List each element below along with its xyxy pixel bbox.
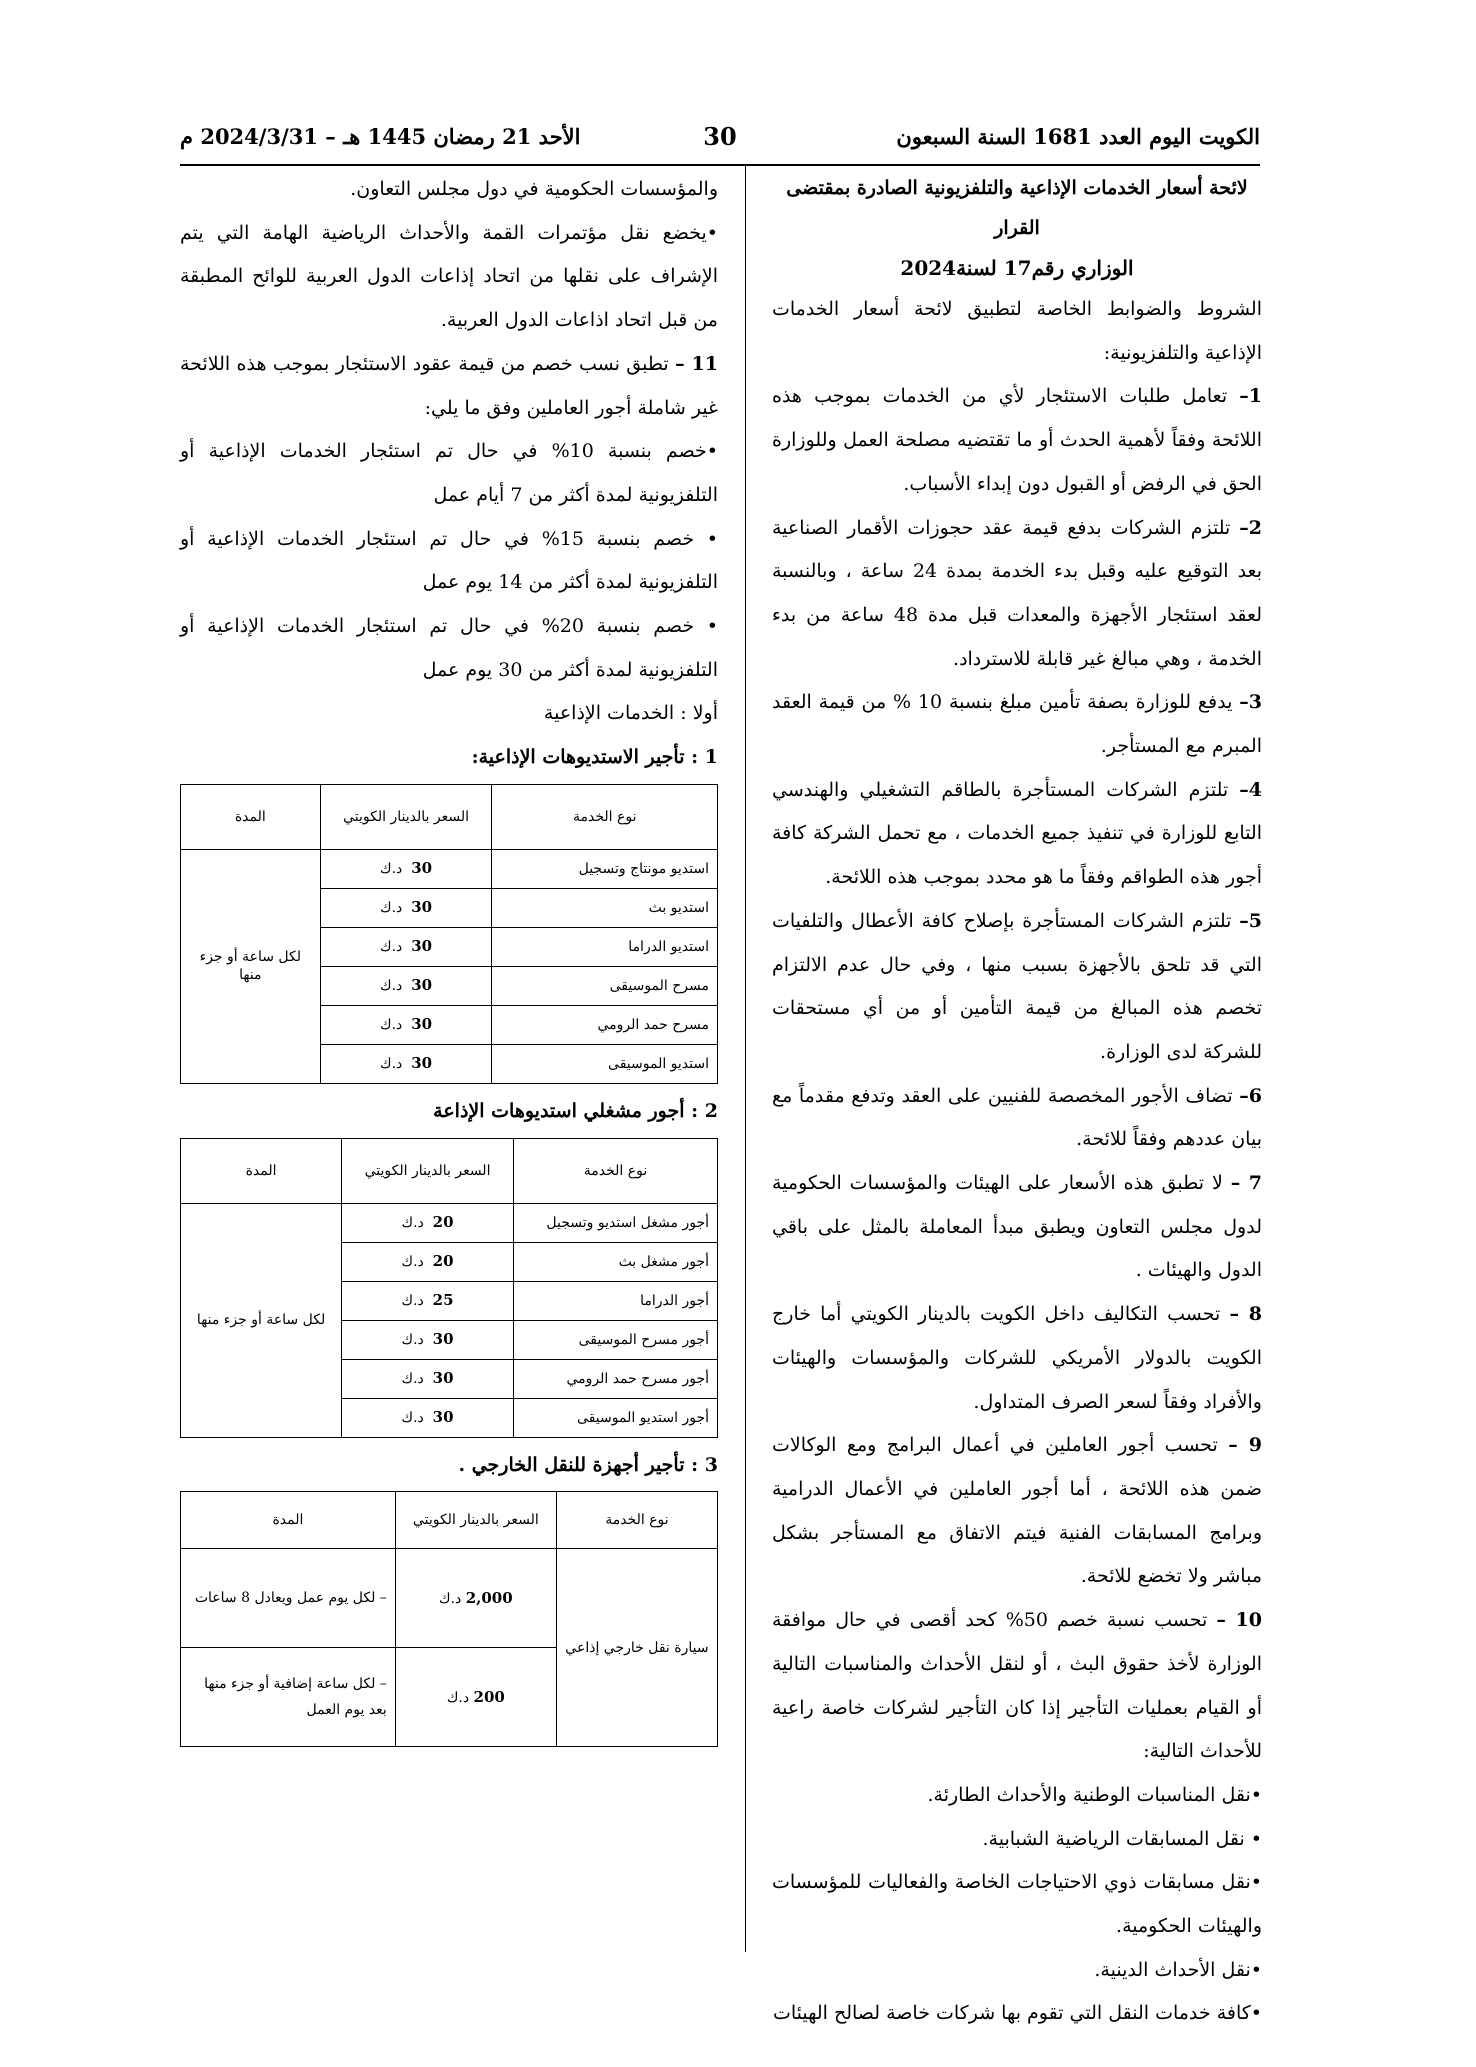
- currency: د.ك: [380, 900, 403, 917]
- currency: د.ك: [380, 1017, 403, 1034]
- clause-7: [772, 1162, 1262, 1293]
- clause-9: [772, 1424, 1262, 1599]
- service-cell: مسرح حمد الرومي: [492, 1005, 718, 1044]
- clause-text: تحسب التكاليف داخل الكويت بالدينار الكويتي أما خارج الكويت بالدولار الأمريكي للشركات والمؤسسات والهيئات والأفراد وفقاً لسعر الصرف المتداول.: [772, 1303, 1262, 1413]
- price-value: 30: [411, 1054, 433, 1073]
- table-header-row: [181, 1492, 718, 1549]
- clause-5: [772, 900, 1262, 1075]
- column-header-price: السعر بالدينار الكويتي: [342, 1138, 514, 1203]
- duration-cell: – لكل ساعة إضافية أو جزء منها بعد يوم العمل: [181, 1648, 396, 1747]
- price-cell: [320, 849, 492, 888]
- currency: د.ك: [401, 1293, 424, 1310]
- price-cell: [395, 1648, 556, 1747]
- clause-text: تعامل طلبات الاستئجار لأي من الخدمات بموجب هذه اللائحة وفقاً لأهمية الحدث أو ما تقتضيه مصلحة العمل وللوزارة الحق في الرفض أو القبول دون إبداء الأسباب.: [772, 385, 1262, 495]
- title-line-2: الوزاري رقم17 لسنة2024: [900, 256, 1134, 280]
- section-heading: أولا : الخدمات الإذاعية: [543, 702, 718, 725]
- clause-text: تحسب نسبة خصم 50% كحد أقصى في حال موافقة الوزارة لأخذ حقوق البث ، أو لنقل الأحداث والمناسبات التالية أو القيام بعمليات التأجير إذا كان التأجير لشركات خاصة راعية للأحداث التالية:: [772, 1609, 1262, 1763]
- service-cell: استديو الموسيقى: [492, 1044, 718, 1083]
- currency: د.ك: [380, 861, 403, 878]
- currency: د.ك: [401, 1410, 424, 1427]
- clause-text: لا تطبق هذه الأسعار على الهيئات والمؤسسات الحكومية لدول مجلس التعاون ويطبق مبدأ المعاملة بالمثل على باقي الدول والهيئات .: [772, 1172, 1262, 1282]
- clause-number: 7 –: [1230, 1172, 1262, 1195]
- intro-paragraph: الشروط والضوابط الخاصة لتطبيق لائحة أسعار الخدمات الإذاعية والتلفزيونية:: [772, 298, 1262, 364]
- clause-3: [772, 681, 1262, 768]
- price-cell: [342, 1203, 514, 1242]
- clause-6: [772, 1075, 1262, 1162]
- title-line-1: لائحة أسعار الخدمات الإذاعية والتلفزيونية الصادرة بمقتضى القرار: [786, 177, 1248, 239]
- studio-rental-table: [180, 784, 718, 1084]
- column-header-service: نوع الخدمة: [492, 784, 718, 849]
- clause-text: تطبق نسب خصم من قيمة عقود الاستئجار بموجب هذه اللائحة غير شاملة أجور العاملين وفق ما يلي:: [180, 352, 718, 419]
- price-value: 200: [473, 1687, 505, 1706]
- clause-number: 10 –: [1216, 1609, 1262, 1632]
- currency: د.ك: [401, 1215, 424, 1232]
- regulation-title: [772, 168, 1262, 288]
- price-cell: [320, 1044, 492, 1083]
- price-value: 30: [411, 859, 433, 878]
- clause-number: 3–: [1239, 691, 1262, 714]
- column-header-price: السعر بالدينار الكويتي: [320, 784, 492, 849]
- continuation-text: والمؤسسات الحكومية في دول مجلس التعاون.: [350, 178, 718, 200]
- column-header-service: نوع الخدمة: [513, 1138, 717, 1203]
- clause-text: يدفع للوزارة بصفة تأمين مبلغ بنسبة 10 % من قيمة العقد المبرم مع المستأجر.: [772, 691, 1262, 758]
- price-cell: [320, 888, 492, 927]
- price-cell: [342, 1281, 514, 1320]
- price-cell: [342, 1359, 514, 1398]
- price-value: 30: [432, 1330, 454, 1349]
- price-value: 20: [432, 1252, 454, 1271]
- duration-cell: – لكل يوم عمل ويعادل 8 ساعات: [181, 1549, 396, 1648]
- price-value: 30: [411, 937, 433, 956]
- bullet-item: •نقل الأحداث الدينية.: [1094, 1958, 1262, 1981]
- service-cell: استديو مونتاج وتسجيل: [492, 849, 718, 888]
- price-cell: [320, 927, 492, 966]
- clause-text: تلتزم الشركات المستأجرة بالطاقم التشغيلي والهندسي التابع للوزارة في تنفيذ جميع الخدمات ، مع تحمل الشركة كافة أجور هذه الطواقم وفقاً ما هو محدد بموجب هذه اللائحة.: [772, 778, 1262, 889]
- clause-number: 11 –: [675, 352, 718, 375]
- bullet-item: •نقل مسابقات ذوي الاحتياجات الخاصة والفعاليات للمؤسسات والهيئات الحكومية.: [772, 1871, 1262, 1938]
- currency: د.ك: [401, 1332, 424, 1349]
- left-column: [180, 168, 718, 1753]
- discount-item: • خصم بنسبة 15% في حال تم استئجار الخدمات الإذاعية أو التلفزيونية لمدة أكثر من 14 يوم عمل: [180, 527, 718, 594]
- currency: د.ك: [401, 1371, 424, 1388]
- price-value: 30: [411, 976, 433, 995]
- price-value: 2,000: [465, 1588, 513, 1607]
- currency: د.ك: [380, 939, 403, 956]
- clause-text: تلتزم الشركات المستأجرة بإصلاح كافة الأعطال والتلفيات التي قد تلحق بالأجهزة بسبب منها ، وفي حال عدم الالتزام تخصم هذه المبالغ من قيمة التأمين أو من أي مستحقات للشركة لدى الوزارة.: [772, 909, 1262, 1063]
- price-value: 30: [411, 898, 433, 917]
- clause-number: 1–: [1239, 385, 1262, 408]
- service-cell: أجور الدراما: [513, 1281, 717, 1320]
- bullet-item: •نقل المناسبات الوطنية والأحداث الطارئة.: [927, 1783, 1262, 1806]
- bullet-item: • نقل المسابقات الرياضية الشبابية.: [982, 1827, 1262, 1850]
- clause-number: 5–: [1239, 909, 1263, 932]
- right-column: [772, 168, 1262, 2036]
- operator-fees-table: [180, 1138, 718, 1438]
- duration-cell: لكل ساعة أو جزء منها: [181, 1203, 342, 1437]
- table-2-title: 2 : أجور مشغلي استديوهات الإذاعة: [433, 1099, 718, 1122]
- bullet-item: •يخضع نقل مؤتمرات القمة والأحداث الرياضية الهامة التي يتم الإشراف على نقلها من اتحاد إذاعات الدول العربية للوائح المطبقة من قبل اتحاد اذاعات الدول العربية.: [180, 221, 718, 332]
- clause-2: [772, 507, 1262, 682]
- service-cell: أجور مسرح الموسيقى: [513, 1320, 717, 1359]
- column-header-duration: المدة: [181, 1492, 396, 1549]
- discount-item: • خصم بنسبة 20% في حال تم استئجار الخدمات الإذاعية أو التلفزيونية لمدة أكثر من 30 يوم عمل: [180, 615, 718, 681]
- currency: د.ك: [439, 1590, 462, 1607]
- column-divider: [745, 166, 746, 1952]
- table-header-row: [181, 1138, 718, 1203]
- clause-8: [772, 1293, 1262, 1424]
- column-header-price: السعر بالدينار الكويتي: [395, 1492, 556, 1549]
- clause-number: 2–: [1239, 516, 1262, 539]
- page-header: [180, 120, 1260, 160]
- currency: د.ك: [401, 1254, 424, 1271]
- clause-text: تحسب أجور العاملين في أعمال البرامج ومع الوكالات ضمن هذه اللائحة ، أما أجور العاملين في الأعمال الدرامية وبرامج المسابقات الفنية فيتم الاتفاق مع المستأجر بشكل مباشر ولا تخضع للائحة.: [772, 1434, 1262, 1588]
- clause-10: [772, 1599, 1262, 1774]
- price-cell: [342, 1242, 514, 1281]
- table-row: [181, 1549, 718, 1648]
- currency: د.ك: [380, 1056, 403, 1073]
- clause-number: 9 –: [1228, 1434, 1262, 1457]
- table-header-row: [181, 784, 718, 849]
- clause-1: [772, 375, 1262, 506]
- duration-cell: لكل ساعة أو جزء منها: [181, 849, 321, 1083]
- service-cell: أجور مشغل بث: [513, 1242, 717, 1281]
- table-row: [181, 1203, 718, 1242]
- table-1-title: 1 : تأجير الاستديوهات الإذاعية:: [471, 746, 718, 769]
- header-rule: [180, 164, 1260, 166]
- price-value: 25: [432, 1291, 454, 1310]
- clause-number: 4–: [1239, 778, 1262, 801]
- table-row: [181, 849, 718, 888]
- discount-item: •خصم بنسبة 10% في حال تم استئجار الخدمات الإذاعية أو التلفزيونية لمدة أكثر من 7 أيام عمل: [180, 440, 719, 506]
- column-header-duration: المدة: [181, 1138, 342, 1203]
- service-cell: مسرح الموسيقى: [492, 966, 718, 1005]
- currency: د.ك: [446, 1689, 470, 1706]
- outside-broadcast-table: [180, 1491, 718, 1747]
- clause-text: تلتزم الشركات بدفع قيمة عقد حجوزات الأقمار الصناعية بعد التوقيع عليه وقبل بدء الخدمة بمدة 24 ساعة ، وبالنسبة لعقد استئجار الأجهزة والمعدات قبل مدة 48 ساعة من بدء الخدمة ، وهي مبالغ غير قابلة للاسترداد.: [772, 516, 1262, 670]
- service-cell: سيارة نقل خارجي إذاعي: [556, 1549, 717, 1747]
- currency: د.ك: [380, 978, 403, 995]
- column-header-service: نوع الخدمة: [556, 1492, 717, 1549]
- price-value: 30: [432, 1408, 454, 1427]
- service-cell: أجور مشغل استديو وتسجيل: [513, 1203, 717, 1242]
- column-header-duration: المدة: [181, 784, 321, 849]
- service-cell: استديو الدراما: [492, 927, 718, 966]
- table-3-title: 3 : تأجير أجهزة للنقل الخارجي .: [458, 1453, 718, 1476]
- service-cell: استديو بث: [492, 888, 718, 927]
- clause-text: تضاف الأجور المخصصة للفنيين على العقد وتدفع مقدماً مع بيان عددهم وفقاً للائحة.: [772, 1084, 1262, 1151]
- price-value: 30: [432, 1369, 454, 1388]
- clause-11: [180, 343, 718, 430]
- service-cell: أجور استديو الموسيقى: [513, 1398, 717, 1437]
- issue-date: الأحد 21 رمضان 1445 هـ – 2024/3/31 م: [180, 124, 581, 149]
- price-cell: [320, 966, 492, 1005]
- clause-4: [772, 769, 1262, 900]
- publication-info: الكويت اليوم العدد 1681 السنة السبعون: [896, 124, 1260, 149]
- clause-number: 8 –: [1229, 1303, 1262, 1326]
- price-cell: [342, 1398, 514, 1437]
- price-cell: [342, 1320, 514, 1359]
- price-cell: [395, 1549, 556, 1648]
- price-value: 20: [432, 1213, 454, 1232]
- clause-number: 6–: [1239, 1084, 1262, 1107]
- price-cell: [320, 1005, 492, 1044]
- bullet-item: •كافة خدمات النقل التي تقوم بها شركات خاصة لصالح الهيئات: [772, 2002, 1262, 2025]
- service-cell: أجور مسرح حمد الرومي: [513, 1359, 717, 1398]
- page-number: 30: [703, 122, 737, 151]
- price-value: 30: [411, 1015, 433, 1034]
